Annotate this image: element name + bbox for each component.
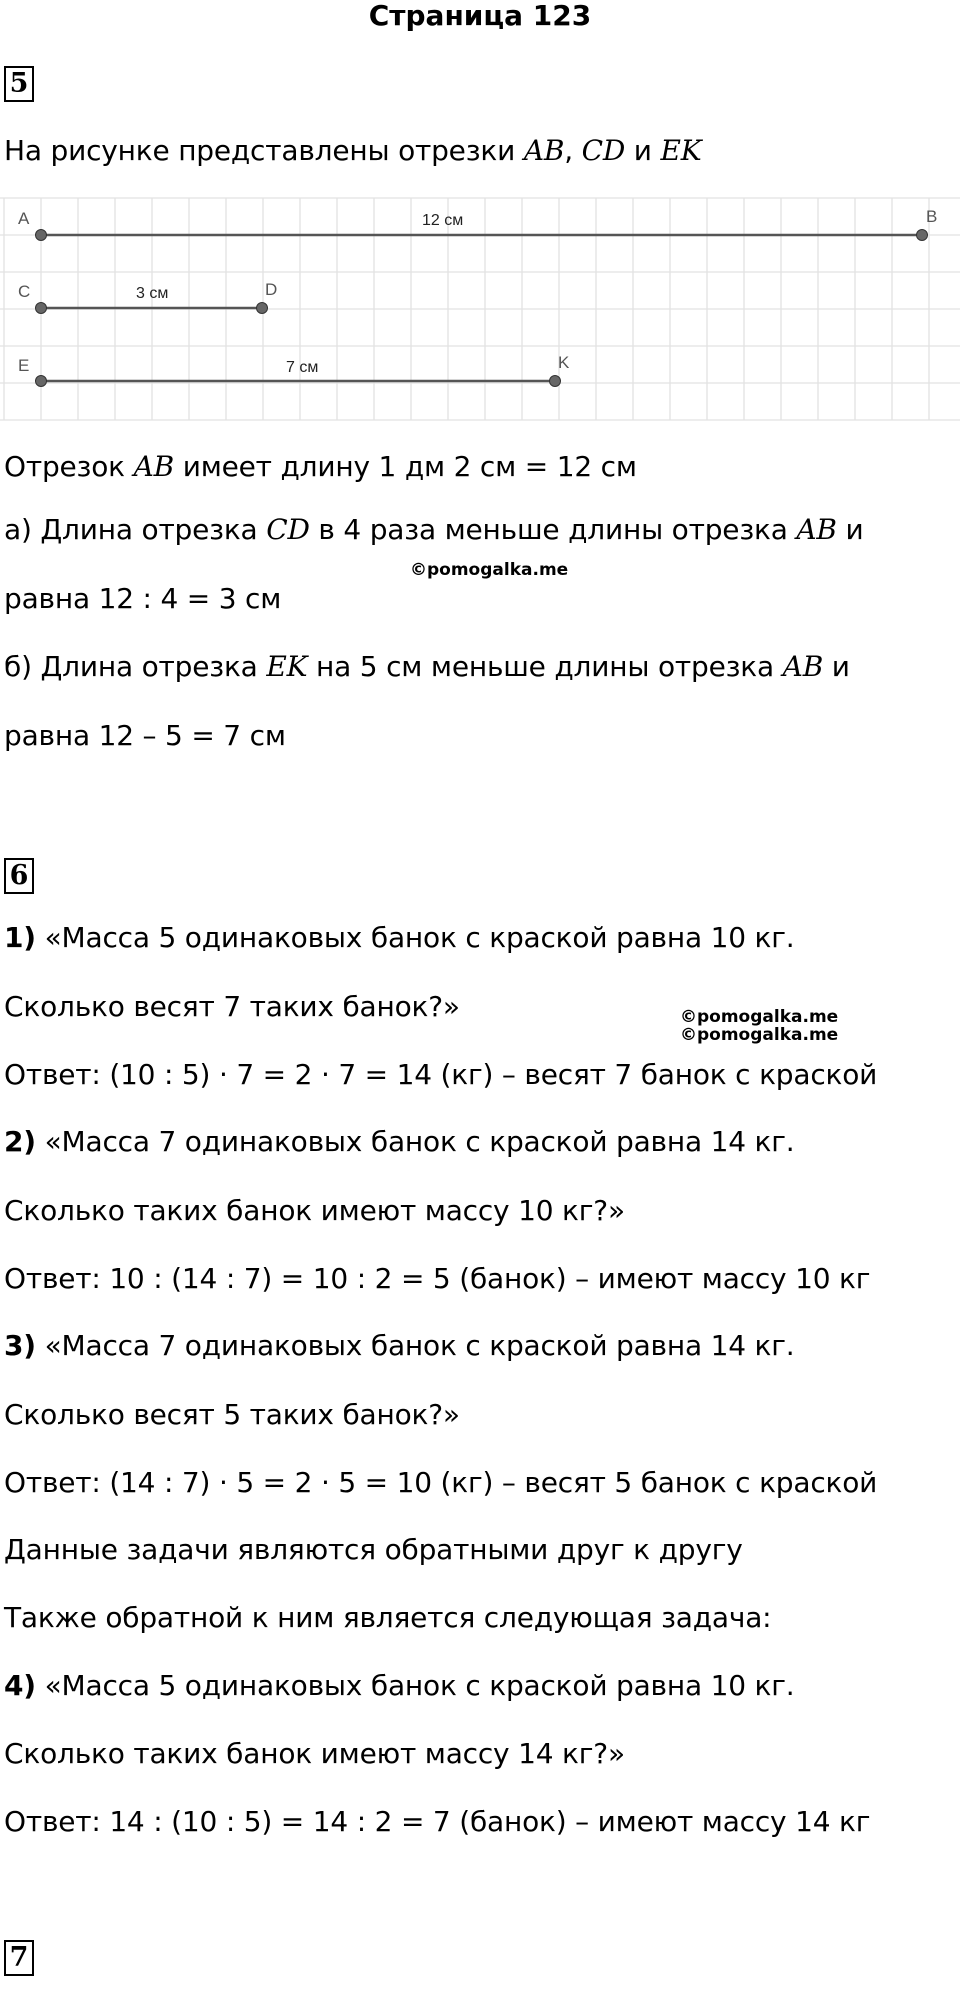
task-7-number: 7 — [4, 1940, 34, 1976]
task-5-line-a-2: равна 12 : 4 = 3 см — [4, 582, 282, 615]
text-fragment: «Масса 7 одинаковых банок с краской равна 14 кг. — [35, 1125, 795, 1158]
task-5-line-a — [4, 510, 863, 550]
segment-ek — [18, 353, 570, 387]
segment-ek-label: EK — [660, 134, 702, 167]
task-6-problem-1-question-2: Сколько весят 7 таких банок?» — [4, 990, 460, 1023]
text-fragment: б) Длина отрезка — [4, 650, 267, 683]
task-6-problem-2-question-1 — [4, 1122, 794, 1162]
task-6-problem-4-question-1 — [4, 1666, 794, 1706]
task-6-note-1: Данные задачи являются обратными друг к другу — [4, 1533, 743, 1566]
text-fragment: а) Длина отрезка — [4, 513, 267, 546]
task-6-problem-4-question-2: Сколько таких банок имеют массу 14 кг?» — [4, 1737, 625, 1770]
problem-1-number: 1) — [4, 921, 36, 954]
intro-text: На рисунке представлены отрезки — [4, 134, 524, 167]
intro-and: и — [625, 134, 661, 167]
ek-length-label: 7 см — [286, 359, 319, 376]
task-6-problem-2-answer: Ответ: 10 : (14 : 7) = 10 : 2 = 5 (банок) – имеют массу 10 кг — [4, 1262, 871, 1295]
segment-cd-label: CD — [581, 134, 626, 167]
cd-length-label: 3 см — [136, 285, 169, 302]
text-fragment: Отрезок — [4, 450, 134, 483]
point-d-label: D — [265, 280, 278, 299]
text-fragment: и — [836, 513, 864, 546]
task-6-problem-1-answer: Ответ: (10 : 5) · 7 = 2 · 7 = 14 (кг) – весят 7 банок с краской — [4, 1058, 878, 1091]
segment-ab-label: AB — [796, 513, 837, 546]
task-5-line-b — [4, 647, 850, 687]
task-5-line-1 — [4, 447, 637, 487]
task-6-problem-3-question-2: Сколько весят 5 таких банок?» — [4, 1398, 460, 1431]
segments-figure — [0, 196, 960, 422]
text-fragment: на 5 см меньше длины отрезка — [307, 650, 783, 683]
problem-3-number: 3) — [4, 1329, 36, 1362]
task-5-intro — [4, 131, 701, 171]
task-6-note-2: Также обратной к ним является следующая задача: — [4, 1601, 772, 1634]
text-fragment: «Масса 5 одинаковых банок с краской равна 10 кг. — [35, 1669, 795, 1702]
text-fragment: «Масса 7 одинаковых банок с краской равна 14 кг. — [35, 1329, 795, 1362]
problem-4-number: 4) — [4, 1669, 36, 1702]
task-6-problem-3-question-1 — [4, 1326, 794, 1366]
segment-ab — [18, 207, 937, 241]
task-6-problem-4-answer: Ответ: 14 : (10 : 5) = 14 : 2 = 7 (банок) – имеют массу 14 кг — [4, 1805, 871, 1838]
task-6-problem-1-question-1 — [4, 918, 794, 958]
task-6-problem-3-answer: Ответ: (14 : 7) · 5 = 2 · 5 = 10 (кг) – весят 5 банок с краской — [4, 1466, 878, 1499]
watermark: ©pomogalka.me — [680, 1007, 839, 1027]
text-fragment: в 4 раза меньше длины отрезка — [309, 513, 797, 546]
watermark: ©pomogalka.me — [410, 560, 569, 580]
segment-ab-label: AB — [523, 134, 565, 167]
point-k-label: K — [558, 353, 570, 372]
problem-2-number: 2) — [4, 1125, 36, 1158]
intro-comma: , — [564, 134, 582, 167]
point-e-label: E — [18, 356, 30, 375]
segment-cd — [18, 280, 277, 314]
task-6-number: 6 — [4, 858, 34, 894]
page-title: Страница 123 — [368, 0, 592, 32]
watermark: ©pomogalka.me — [680, 1025, 839, 1045]
text-fragment: и — [823, 650, 850, 683]
segment-ek-label: EK — [266, 650, 308, 683]
task-5-number: 5 — [4, 66, 34, 102]
ab-length-label: 12 см — [422, 212, 464, 229]
task-6-problem-2-question-2: Сколько таких банок имеют массу 10 кг?» — [4, 1194, 625, 1227]
point-c-label: C — [18, 282, 31, 301]
segment-ab-label: AB — [782, 650, 824, 683]
task-5-line-b-2: равна 12 – 5 = 7 см — [4, 719, 286, 752]
segment-ab-label: AB — [133, 450, 174, 483]
text-fragment: «Масса 5 одинаковых банок с краской равна 10 кг. — [35, 921, 795, 954]
text-fragment: имеет длину 1 дм 2 см = 12 см — [174, 450, 637, 483]
segment-cd-label: CD — [266, 513, 310, 546]
point-a-label: A — [18, 209, 30, 228]
point-b-label: B — [926, 207, 938, 226]
